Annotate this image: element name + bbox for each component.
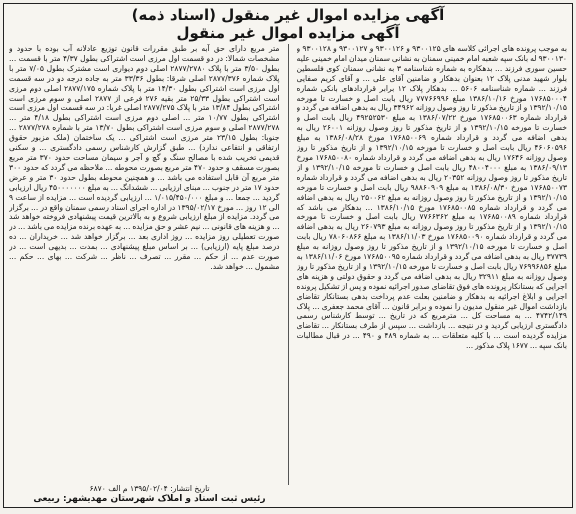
publication-reference: تاریخ انتشار: ۱۳۹۵/۰۲/۰۴ م الف ۶۸۷۰ xyxy=(89,484,210,493)
notice-right-column: به موجب پرونده های اجرائی کلاسه های ۹۳۰۰۱۲۵ و ۹۳۰۰۱۲۶ و ۹۳۰۰۱۲۷ و ۹۳۰۰۱۲۸ و ۹۳۰۰۱۳۰ له بانک سپه شعبه امام خمینی سمنان به نشانی سمنان میدان امام خمینی علیه حسین سوری فرزند ... بدهکاره به شماره شناسنامه ۳ به نشانی سمنان کوی فلسطین بلوار شهید مدنی پلاک ۱۲ بعنوان بدهکار و ضامنین آقای علی ... و آقای کریم صفایی فرزند ... شماره شناسنامه ۵۶۰۶ ... بدهکار پلاک ۱۲ برابر قراردادهای بانکی شماره ۱۷۶۸۵۰۰۰۴ مورخ ۱۳۸۶/۱۰/۱۶ مبلغ ۷۷۷۶۶۹۹۶ ریال بابت اصل و خسارت تا مورخه ۱۳۹۲/۱۰/۱۵ و از تاریخ مذکور تا روز وصول روزانه ۳۴۹۶۲ ریال به بدهی اضافه می گردد و قرارداد شماره ۱۷۶۸۵۰۰۶۳ مورخ ۱۳۸۶/۰۷/۲۲ به مبلغ ۴۹۲۵۲۵۳۰ ریال بابت اصل و خسارت تا مورخه ۱۳۹۲/۱۰/۱۵ و از تاریخ مذکور تا روز وصول روزانه ۲۶۰۰۱ ریال به بدهی اضافه می گردد و قرارداد شماره ۱۷۶۸۵۰۰۶۹ مورخ ۱۳۸۶/۰۸/۲۸ به مبلغ ۴۶۰۶۰۵۹۶ ریال بابت اصل و خسارت تا مورخه ۱۳۹۲/۱۰/۱۵ و از تاریخ مذکور تا روز وصول روزانه ۱۷۶۴۶ ریال به بدهی اضافه می گردد و قرارداد شماره ۱۷۶۸۵۰۰۸۰ مورخ ۱۳۸۶/۰۹/۱۳ به مبلغ ۴۸۰۰۴۰۰۰ ریال بابت اصل و خسارت تا مورخه ۱۳۹۲/۱۰/۱۵ و از تاریخ مذکور تا روز وصول روزانه ۲۰۳۵۲ ریال به بدهی اضافه می گردد و قرارداد شماره ۱۷۶۸۵۰۰۷۳ مورخ ۱۳۸۶/۰۸/۳۰ به مبلغ ۹۸۸۶۰۹۰۹ ریال بابت اصل و خسارت تا مورخه ۱۳۹۲/۱۰/۱۵ و از تاریخ مذکور تا روز وصول روزانه به مبلغ ۲۵۰۰۶۲ ریال به بدهی اضافه می گردد و قرارداد شماره ۱۷۶۸۵۰۰۸۵ مورخ ۱۳۸۶/۱۰/۱۵ ... بدهکار می باشد که قرارداد شماره ۱۷۶۸۵۰۰۸۹ به مبلغ ۷۷۶۶۳۶۲ ریال بابت اصل و خسارت تا مورخه ۱۳۹۲/۱۰/۱۵ و از تاریخ مذکور تا روز وصول روزانه به مبلغ ۲۶۰۷۹۳ ریال به بدهی اضافه می گردد و قرارداد شماره ۱۷۶۸۵۰۰۹۰ مورخ ۱۳۸۶/۱۱/۰۳ به مبلغ ۷۸۰۶۰۸۶۶ ریال بابت اصل و خسارت تا مورخه ۱۳۹۲/۱۰/۱۵ و از تاریخ مذکور تا روز وصول روزانه به مبلغ ۳۷۷۳۹ ریال به بدهی اضافه می گردد و قرارداد شماره ۱۷۶۸۵۰۰۹۵ مورخ ۱۳۸۶/۱۱/۰۶ به مبلغ ۷۶۹۹۶۸۵۶ ریال بابت اصل و خسارت تا مورخه ۱۳۹۲/۱۰/۱۵ و از تاریخ مذکور تا روز وصول روزانه به مبلغ ۳۲۹۱۱ ریال به بدهی اضافه می گردد و حقوق دولتی و هزینه های اجرایی که بستانکار پرونده های فوق تقاضای صدور اجرائیه نموده و پس از تشکیل پرونده اجرایی و ابلاغ اجرائیه به بدهکار و ضامنین بعلت عدم پرداخت بدهی بستانکار تقاضای بازداشت اموال غیر منقول مدیون را نموده و برابر قانون ... آقای محمد جعفری ... پلاک ۴۷۴۲/۱۴۹ ... به مساحت کل ... مترمربع که در تاریخ ... توسط کارشناس رسمی دادگستری ارزیابی گردید و در نتیجه ... بازداشت ... سپس از طرف بستانکار ... تقاضای مزایده گردیده است ... با کلیه متعلقات ... به شماره ۴۸۹ و ۴۹۰ ... در قبال مطالبات بانک سپه ... ۱۶۷۷ پلاک مذکور ... xyxy=(296,44,567,351)
notice-left-column: متر مربع دارای حق آبه بر طبق مقررات قانون توزیع عادلانه آب بوده با حدود و مشخصات شمالا: در دو قسمت اول مرزی است اشتراکی بطول ۴/۳۷ متر با قسمت ... بطول ۳/۵۰ متر با پلاک ۲۸۷۷/۲۷۸۰ اصلی دوم دیواری است مشترک بطول ۷/۰۵ متر با پلاک شماره ۲۸۷۷/۳۷۶ اصلی شرقا: بطول ۳۳/۳۶ متر به جاده درجه دو در سه قسمت اول مرزی است اشتراکی بطول ۱۴/۳۰ متر با پلاک شماره ۲۸۷۷/۱۷۵ اصلی دوم مرزی است اشتراکی بطول ۲۵/۳۳ متر بقیه ۲۷۶ فرعی از ۲۸۷۷ اصلی و سوم مرزی است اشتراکی بطول ۱۳/۸۴ متر با پلاک ۲۸۷۷/۲۷۵ اصلی غربا: در سه قسمت اول مرزی است اشتراکی بطول ۱۰/۷۷ متر ... اصلی دوم مرزی است اشتراکی بطول ۴/۱۸ متر ... ۲۸۷۷/۲۷۸ اصلی و سوم مرزی است اشتراکی بطول ۱۳/۷۰ متر با شماره ۲۸۷۷/۲۷۸ ... جنوبا: بطول ۲۳/۱۵ متر مرزی است اشتراکی ... یک ساختمان (ملک مزبور حقوق ارتفاقی و انتفاعی ندارد) ... طبق گزارش کارشناس رسمی دادگستری ... و سکنی قدیمی تخریب شده با مصالح سنگ و گچ و آجر و سیمان مساحت حدود ۳۷۰ متر مربع بصورت مسقف و حدود ۴۷۰ متر مربع بصورت محوطه ... ملاحظه می گردد که حدود ۳۰۰ متر مربع آن قابل استفاده می باشد ... و همچنین محوطه بطول حدود ۳۰ متر و عرض حدود ۱۷ متر در جنوب ... مبنای ارزیابی ... ششدانگ ... به مبلغ ۴۵۰۰۰۰۰۰۰ ریال ارزیابی گردید ... جمعا ... و مبلغ ۱/۰۱۵/۴۵۰/۰۰۰ ... ارزیابی گردیده است ... مزایده از ساعت ۹ الی ۱۲ روز ... مورخ ۱۳۹۵/۰۲/۱۷ در اداره اجرای اسناد رسمی سمنان واقع در ... برگزار می گردد. مزایده از مبلغ ارزیابی شروع و به بالاترین قیمت پیشنهادی فروخته خواهد شد ... و هزینه های قانونی ... نیم عشر و حق مزایده ... به عهده برنده مزایده می باشد ... در صورت تعطیلی روز مزایده ... روز اداری بعد ... برگزار خواهد شد ... خریداران ... ده درصد مبلغ پایه (ارزیابی) ... بر اساس مبلغ پیشنهادی ... بمدت ... بدیهی است ... در صورت عدم ... از حکم ... مقرر ... تصرف ... ناظر ... شرکت ... بهای ... حکم ... مشمول ... خواهد شد. xyxy=(9,44,280,271)
notice-page xyxy=(3,3,573,508)
column-divider xyxy=(288,44,289,485)
signature-line: رئیس ثبت اسناد و املاک شهرستان مهدیشهر: ربیعی xyxy=(33,494,266,504)
notice-title-line1: آگهی مزایده اموال غیر منقول (اسناد ذمه) xyxy=(131,6,445,24)
notice-title-line2: آگهی مزایده اموال غیر منقول xyxy=(176,24,400,42)
notice-body xyxy=(9,44,567,485)
